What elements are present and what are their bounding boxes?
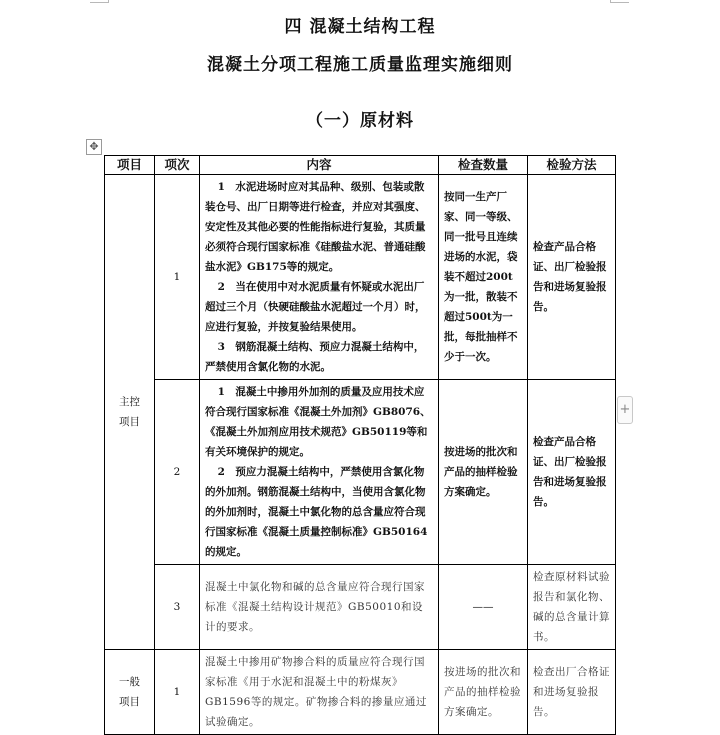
content-clause: 3 钢筋混凝土结构、预应力混凝土结构中，严禁使用含氯化物的水泥。 bbox=[205, 341, 425, 373]
row-method: 检查产品合格证、出厂检验报告和进场复验报告。 bbox=[528, 380, 616, 565]
row-qty: 按进场的批次和产品的抽样检验方案确定。 bbox=[439, 650, 528, 735]
group-main-control bbox=[105, 175, 155, 650]
crop-mark-left bbox=[90, 0, 109, 3]
group-general bbox=[105, 650, 155, 735]
row-seq: 2 bbox=[155, 380, 200, 565]
content-clause: 1 混凝土中掺用外加剂的质量及应用技术应符合现行国家标准《混凝土外加剂》GB8076、《混凝土外加剂应用技术规范》GB50119等和有关环境保护的规定。 bbox=[205, 386, 431, 458]
table-header-row bbox=[105, 156, 616, 175]
row-content bbox=[200, 380, 439, 565]
chapter-heading: 四 混凝土结构工程 bbox=[284, 17, 436, 37]
table-move-handle-icon[interactable]: ✥ bbox=[86, 139, 102, 155]
content-clause: 1 水泥进场时应对其品种、级别、包装或散装仓号、出厂日期等进行检查，并应对其强度、安定性及其他必要的性能指标进行复验，其质量必须符合现行国家标准《硅酸盐水泥、普通硅酸盐水泥》GB175等的规定。 bbox=[205, 181, 426, 273]
quality-control-table bbox=[104, 155, 616, 735]
row-content bbox=[200, 650, 439, 735]
row-seq: 1 bbox=[155, 175, 200, 380]
group-main-label: 主控项目 bbox=[118, 396, 140, 428]
table-row bbox=[105, 380, 616, 565]
content-clause: 混凝土中掺用矿物掺合料的质量应符合现行国家标准《用于水泥和混凝土中的粉煤灰》GB1596等的规定。矿物掺合料的掺量应通过试验确定。 bbox=[205, 656, 427, 728]
row-qty: —— bbox=[439, 565, 528, 650]
row-qty: 按同一生产厂家、同一等级、同一批号且连续进场的水泥，袋装不超过200t为一批，散装不超过500t为一批，每批抽样不少于一次。 bbox=[439, 175, 528, 380]
table-row bbox=[105, 565, 616, 650]
header-item: 项目 bbox=[105, 156, 155, 175]
row-seq: 3 bbox=[155, 565, 200, 650]
header-method: 检验方法 bbox=[528, 156, 616, 175]
group-general-label: 一般项目 bbox=[118, 676, 140, 708]
document-title: 混凝土分项工程施工质量监理实施细则 bbox=[207, 55, 513, 75]
row-content bbox=[200, 565, 439, 650]
section-heading: （一）原材料 bbox=[306, 111, 414, 131]
add-column-plus-icon[interactable]: + bbox=[617, 396, 633, 424]
row-qty: 按进场的批次和产品的抽样检验方案确定。 bbox=[439, 380, 528, 565]
table-row bbox=[105, 650, 616, 735]
crop-mark-right bbox=[610, 0, 629, 3]
row-method: 检查产品合格证、出厂检验报告和进场复验报告。 bbox=[528, 175, 616, 380]
header-qty: 检查数量 bbox=[439, 156, 528, 175]
header-content: 内容 bbox=[200, 156, 439, 175]
row-content bbox=[200, 175, 439, 380]
row-seq: 1 bbox=[155, 650, 200, 735]
header-seq: 项次 bbox=[155, 156, 200, 175]
row-method: 检查出厂合格证和进场复验报告。 bbox=[528, 650, 616, 735]
content-clause: 混凝土中氯化物和碱的总含量应符合现行国家标准《混凝土结构设计规范》GB50010和设计的要求。 bbox=[205, 581, 425, 633]
content-clause: 2 预应力混凝土结构中，严禁使用含氯化物的外加剂。钢筋混凝土结构中，当使用含氯化物的外加剂时，混凝土中氯化物的总含量应符合现行国家标准《混凝土质量控制标准》GB50164的规定。 bbox=[205, 466, 428, 558]
row-method: 检查原材料试验报告和氯化物、碱的总含量计算书。 bbox=[528, 565, 616, 650]
table-row bbox=[105, 175, 616, 380]
content-clause: 2 当在使用中对水泥质量有怀疑或水泥出厂超过三个月（快硬硅酸盐水泥超过一个月）时，应进行复验，并按复验结果使用。 bbox=[205, 281, 426, 333]
